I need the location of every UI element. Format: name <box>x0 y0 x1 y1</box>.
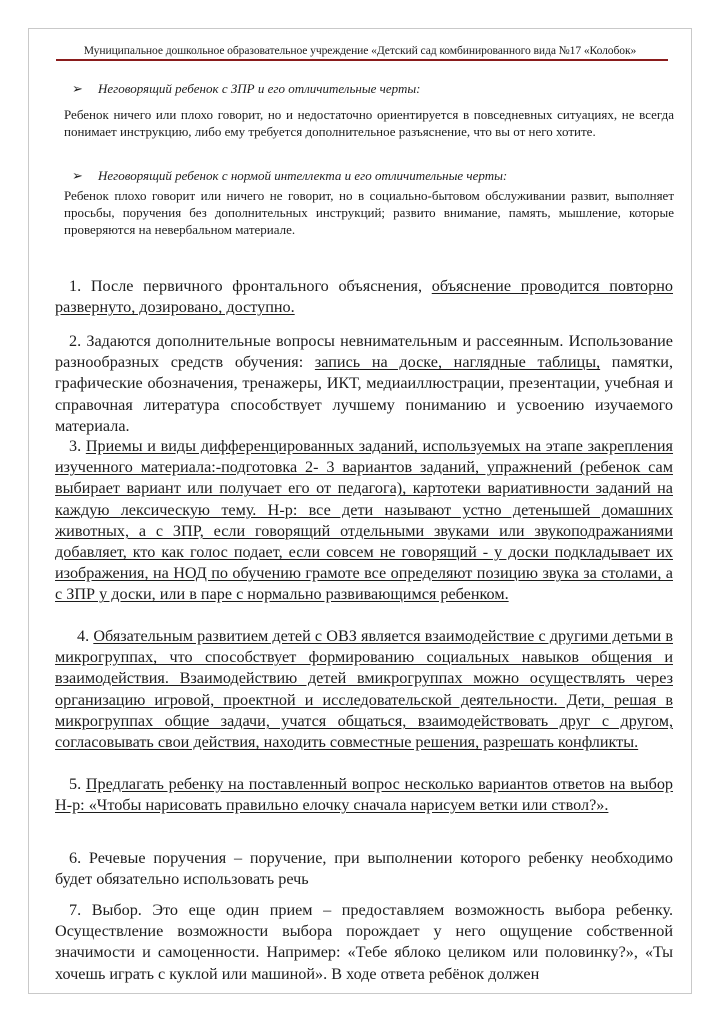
list-item-3 <box>55 436 673 606</box>
item-text: 4. <box>77 627 94 645</box>
list-item-2 <box>55 331 673 437</box>
bullet-title <box>64 167 674 184</box>
page-header: Муниципальное дошкольное образовательное учреждение «Детский сад комбинированного вида №17 «Колобок» <box>83 44 637 57</box>
item-text: 7. Выбор. Это еще один прием – предоставляем возможность выбора ребенку. Осуществление возможности выбора порождает у него ощущение собственной значимости и самоценности. Например: «Тебе яблоко целиком или половинку?», «Ты хочешь играть с куклой или машиной». В ходе ответа ребёнок должен <box>55 901 673 983</box>
bullet-section-2 <box>64 167 674 238</box>
list-item-4 <box>55 626 673 753</box>
list-item-6 <box>55 848 673 890</box>
item-underlined-text: Предлагать ребенку на поставленный вопрос несколько вариантов ответов на выбор Н-р: «Чтобы нарисовать правильно елочку сначала нарисуем ветки или ствол?». <box>55 775 674 815</box>
bullet-text: Ребенок ничего или плохо говорит, но и недостаточно ориентируется в повседневных ситуациях, не всегда понимает инструкцию, либо ему требуется дополнительное разъяснение, что вы от него хотите. <box>64 107 674 139</box>
list-item-7 <box>55 900 673 985</box>
item-text: 6. Речевые поручения – поручение, при выполнении которого ребенку необходимо будет обязательно использовать речь <box>55 849 673 889</box>
item-text-continued: памятки, графические обозначения, тренажеры, ИКТ, медиаиллюстрации, презентации, учебная и справочная литература способствует лучшему пониманию и усвоению изучаемого материала. <box>55 353 673 435</box>
arrow-bullet-icon: ➢ <box>72 81 83 96</box>
header-rule <box>56 59 668 61</box>
item-underlined-text: объяснение проводится повторно развернуто, дозировано, доступно. <box>55 277 673 317</box>
item-text: 2. Задаются дополнительные вопросы невнимательным и рассеянным. Использование разнообразных средств обучения: <box>55 332 673 372</box>
bullet-title-text: Неговорящий ребенок с ЗПР и его отличительные черты: <box>98 81 421 96</box>
item-text: 5. <box>69 775 86 793</box>
item-text: 3. <box>69 437 86 455</box>
bullet-title <box>64 80 674 97</box>
item-text: 1. После первичного фронтального объяснения, <box>69 277 432 295</box>
bullet-section-1 <box>64 80 674 140</box>
bullet-title-text: Неговорящий ребенок с нормой интеллекта и его отличительные черты: <box>98 168 508 183</box>
item-underlined-text: запись на доске, наглядные таблицы, <box>314 353 601 372</box>
item-underlined-text: Приемы и виды дифференцированных заданий, используемых на этапе закрепления изученного материала:-подготовка 2- 3 вариантов заданий, упражнений (ребенок сам выбирает вариант или получает его от педагога), картотеки вариативности заданий на каждую лексическую тему. Н-р: все дети называют устно детенышей домашних животных, а с ЗПР, если говорящий отдельными звуками или звукоподражаниями добавляет, кто как голос подает, если совсем не говорящий - у доски подкладывает их изображения, на НОД по обучению грамоте все определяют позицию звука за столами, а с ЗПР у доски, или в паре с нормально развивающимся ребенком. <box>55 437 674 604</box>
item-underlined-text: Обязательным развитием детей с ОВЗ является взаимодействие с другими детьми в микрогруппах, что способствует формированию социальных навыков общения и взаимодействия. Взаимодействию детей вмикрогруппах можно осуществлять через организацию игровой, проектной и исследовательской деятельности. Дети, решая в микрогруппах общие задачи, учатся общаться, взаимодействовать друг с другом, согласовывать свои действия, находить совместные решения, разрешать конфликты. <box>55 627 673 752</box>
list-item-5 <box>55 774 673 816</box>
bullet-text: Ребенок плохо говорит или ничего не говорит, но в социально-бытовом обслуживании развит, выполняет просьбы, поручения без дополнительных инструкций; развито внимание, память, мышление, которые проверяются на невербальном материале. <box>64 188 674 237</box>
list-item-1 <box>55 276 673 318</box>
arrow-bullet-icon: ➢ <box>72 168 83 183</box>
